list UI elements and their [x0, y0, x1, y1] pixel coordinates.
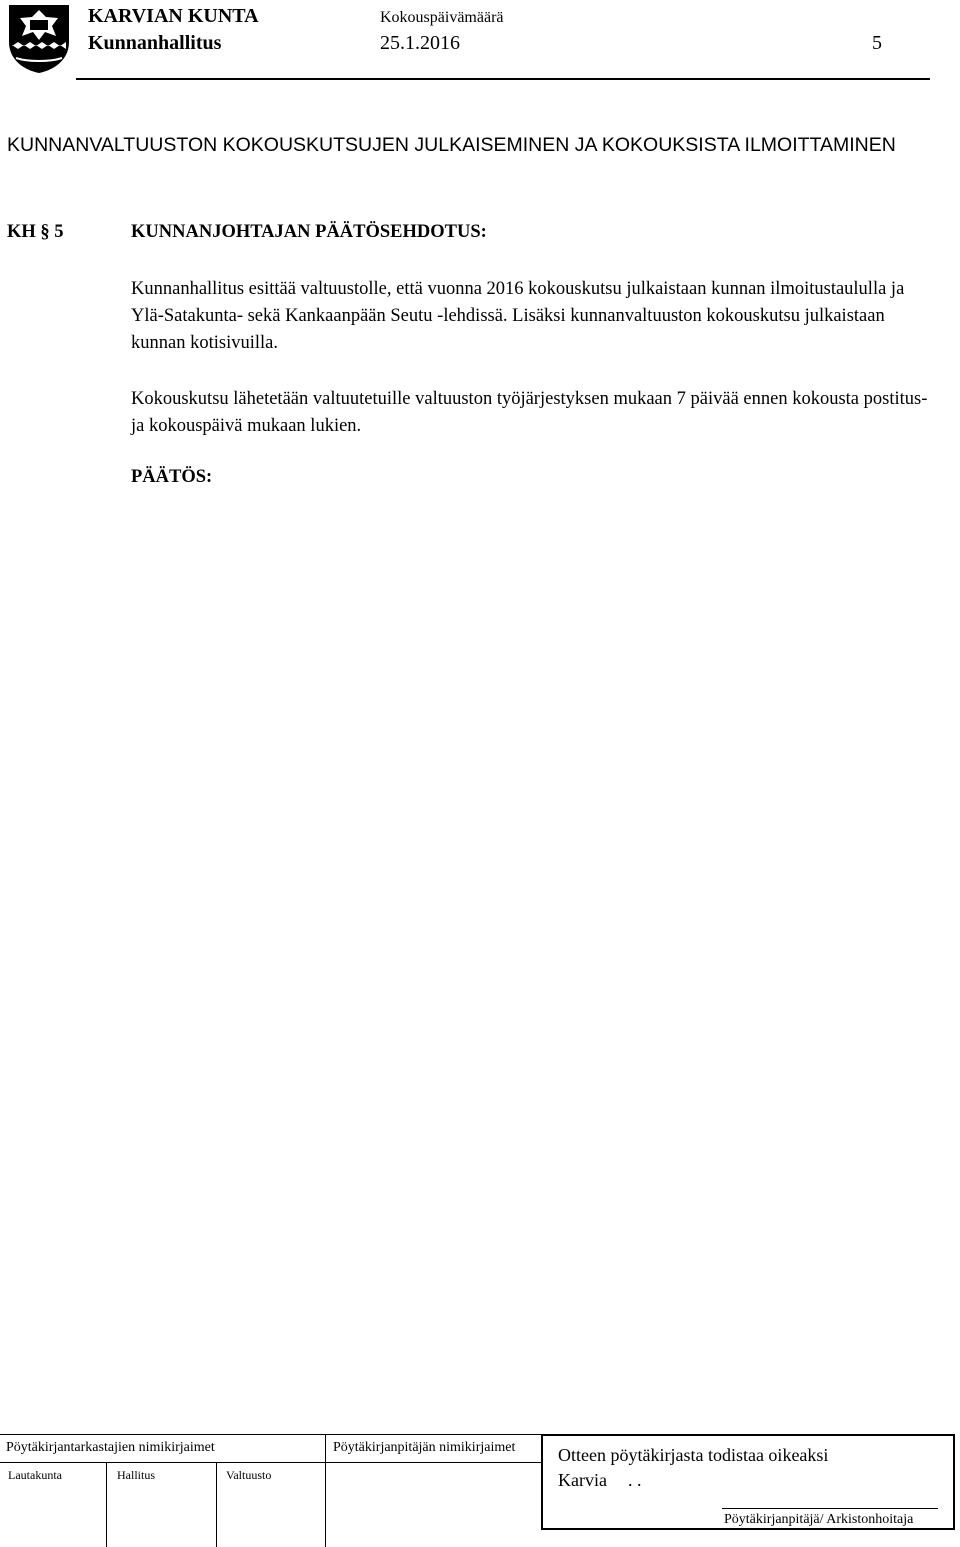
footer-divider-3 [325, 1434, 326, 1547]
municipality-name: KARVIAN KUNTA [88, 5, 259, 27]
proposal-paragraph-1: Kunnanhallitus esittää valtuustolle, että vuonna 2016 kokouskutsu julkaistaan kunnan ilmoitustaululla ja Ylä-Satakunta- sekä Kankaanpään Seutu -lehdissä. Lisäksi kunnanvaltuuston kokouskutsu julkaistaan kunnan kotisivuilla. [131, 279, 905, 353]
certification-text: Otteen pöytäkirjasta todistaa oikeaksi [558, 1445, 829, 1465]
header-divider [76, 78, 930, 80]
column-hallitus: Hallitus [117, 1468, 155, 1482]
proposal-heading: KUNNANJOHTAJAN PÄÄTÖSEHDOTUS: [131, 222, 487, 242]
meeting-date-label: Kokouspäivämäärä [380, 9, 504, 26]
document-title: KUNNANVALTUUSTON KOKOUSKUTSUJEN JULKAISEMINEN JA KOKOUKSISTA ILMOITTAMINEN [7, 134, 896, 156]
meeting-date: 25.1.2016 [380, 32, 460, 54]
footer-divider-1 [106, 1462, 107, 1547]
certification-place: Karvia [558, 1470, 607, 1490]
municipality-coat-of-arms-icon [6, 2, 72, 74]
column-lautakunta: Lautakunta [8, 1468, 62, 1482]
decision-heading: PÄÄTÖS: [131, 467, 213, 487]
signature-caption: Pöytäkirjanpitäjä/ Arkistonhoitaja [724, 1512, 914, 1527]
proposal-paragraph-2: Kokouskutsu lähetetään valtuutetuille valtuuston työjärjestyksen mukaan 7 päivää ennen kokousta postitus- ja kokouspäivä mukaan lukien. [131, 389, 928, 436]
section-label: KH § 5 [7, 222, 64, 242]
certification-date-dots: . . [628, 1470, 642, 1490]
footer-top-rule [0, 1434, 541, 1435]
secretary-initials-label: Pöytäkirjanpitäjän nimikirjaimet [333, 1440, 516, 1455]
governing-body: Kunnanhallitus [88, 32, 222, 54]
examiners-initials-label: Pöytäkirjantarkastajien nimikirjaimet [6, 1440, 215, 1455]
footer-divider-2 [216, 1462, 217, 1547]
column-valtuusto: Valtuusto [226, 1468, 272, 1482]
page-number: 5 [872, 32, 882, 54]
signature-line [722, 1508, 938, 1509]
footer-mid-rule [0, 1462, 541, 1463]
